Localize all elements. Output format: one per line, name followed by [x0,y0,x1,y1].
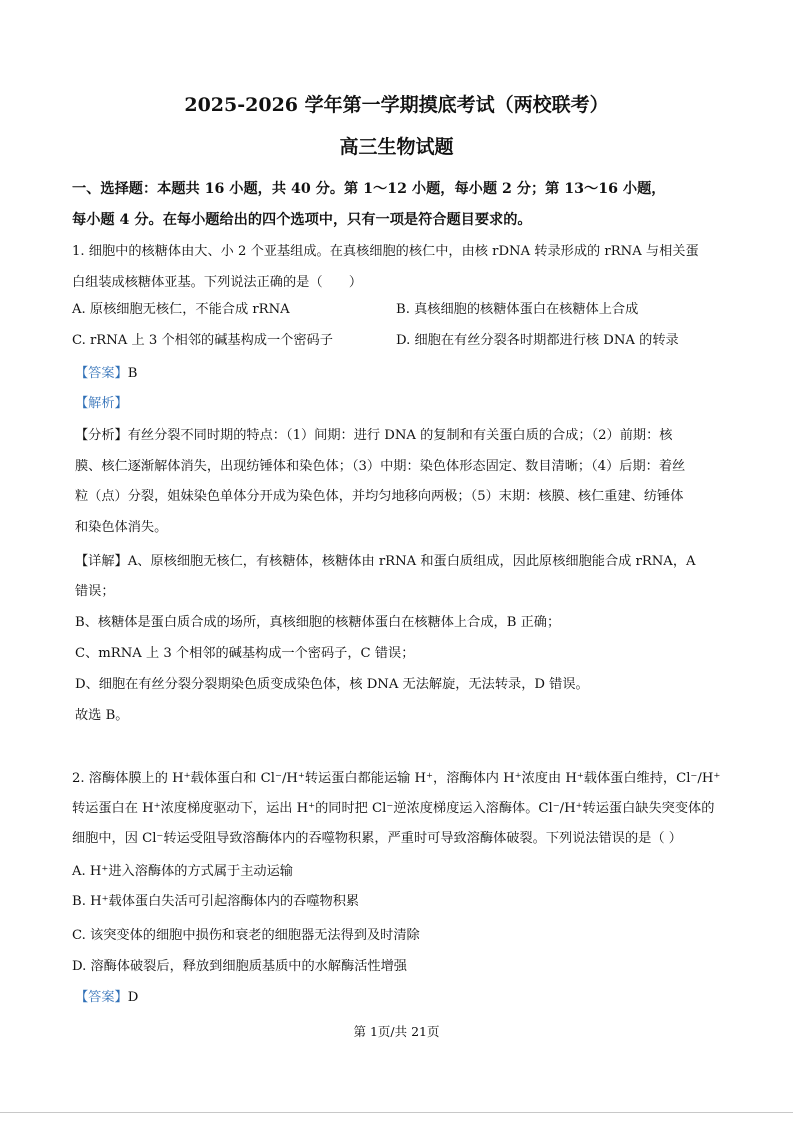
q2-option-b: B. H⁺载体蛋白失活可引起溶酶体内的吞噬物积累 [72,894,360,909]
q2-answer [75,988,735,1008]
answer-value: B [127,366,138,381]
page-number: 第 1页/共 21页 [353,1024,440,1039]
detail-text: A、原核细胞无核仁，有核糖体，核糖体由 rRNA 和蛋白质组成，因此原核细胞能合成 rRNA，A [127,554,696,569]
answer-value: D [127,990,139,1005]
q2-option-a: A. H⁺进入溶酶体的方式属于主动运输 [72,864,293,879]
q1-fenxi-line-1 [75,426,735,446]
q2-stem-line-3: 细胞中，因 Cl⁻转运受阻导致溶酶体内的吞噬物积累，严重时可导致溶酶体破裂。下列说法错误的是（ ） [72,831,682,846]
q2-option-c: C. 该突变体的细胞中损伤和衰老的细胞器无法得到及时清除 [72,928,420,943]
q1-fenxi-line-4: 和染色体消失。 [75,520,168,535]
q1-detail-line-4: C、mRNA 上 3 个相邻的碱基构成一个密码子，C 错误； [75,646,415,661]
q2-stem-line-2: 转运蛋白在 H⁺浓度梯度驱动下，运出 H⁺的同时把 Cl⁻逆浓度梯度运入溶酶体。Cl⁻/H⁺转运蛋白缺失突变体的 [72,801,715,816]
q1-option-b: B. 真核细胞的核糖体蛋白在核糖体上合成 [396,302,639,317]
q1-analysis-tag [75,394,735,414]
answer-tag: 【答案】 [75,990,128,1005]
section-line-1: 一、选择题：本题共 16 小题，共 40 分。第 1～12 小题，每小题 2 分；第 13～16 小题， [72,181,666,197]
q1-detail-line-3: B、核糖体是蛋白质合成的场所，真核细胞的核糖体蛋白在核糖体上合成，B 正确； [75,615,561,630]
q1-stem-line-1: 1. 细胞中的核糖体由大、小 2 个亚基组成。在真核细胞的核仁中，由核 rDNA 转录形成的 rRNA 与相关蛋 [72,244,699,259]
q1-answer [75,364,735,384]
section-heading [72,174,732,236]
q1-fenxi-line-2: 膜、核仁逐渐解体消失，出现纺锤体和染色体；（3）中期：染色体形态固定、数目清晰；（4）后期：着丝 [75,459,686,474]
q1-conclusion: 故选 B。 [75,708,129,723]
q1-option-d: D. 细胞在有丝分裂各时期都进行核 DNA 的转录 [396,333,679,348]
detail-tag: 【详解】 [75,554,128,569]
fenxi-text: 有丝分裂不同时期的特点：（1）间期：进行 DNA 的复制和有关蛋白质的合成；（2）前期：核 [127,428,673,443]
exam-subtitle: 高三生物试题 [339,136,454,158]
answer-tag: 【答案】 [75,366,128,381]
q1-detail-line-5: D、细胞在有丝分裂分裂期染色质变成染色体，核 DNA 无法解旋，无法转录，D 错误。 [75,677,589,692]
q1-detail-line-2: 错误； [75,584,115,599]
q2-stem-line-1: 2. 溶酶体膜上的 H⁺载体蛋白和 Cl⁻/H⁺转运蛋白都能运输 H⁺，溶酶体内 H⁺浓度由 H⁺载体蛋白维持，Cl⁻/H⁺ [72,771,721,786]
section-line-2: 每小题 4 分。在每小题给出的四个选项中，只有一项是符合题目要求的。 [72,212,532,228]
q2-option-d: D. 溶酶体破裂后，释放到细胞质基质中的水解酶活性增强 [72,959,407,974]
exam-title: 2025-2026 学年第一学期摸底考试（两校联考） [184,94,609,116]
q1-fenxi-line-3: 粒（点）分裂，姐妹染色单体分开成为染色体，并均匀地移向两极；（5）末期：核膜、核仁重建、纺锤体 [75,489,684,504]
bottom-divider [0,1112,793,1113]
q1-option-c: C. rRNA 上 3 个相邻的碱基构成一个密码子 [72,333,333,348]
analysis-tag: 【解析】 [75,396,128,411]
q1-stem-line-2: 白组装成核糖体亚基。下列说法正确的是（ ） [72,275,363,290]
fenxi-tag: 【分析】 [75,428,128,443]
q1-option-a: A. 原核细胞无核仁，不能合成 rRNA [72,302,290,317]
q1-detail-line-1 [75,552,735,572]
